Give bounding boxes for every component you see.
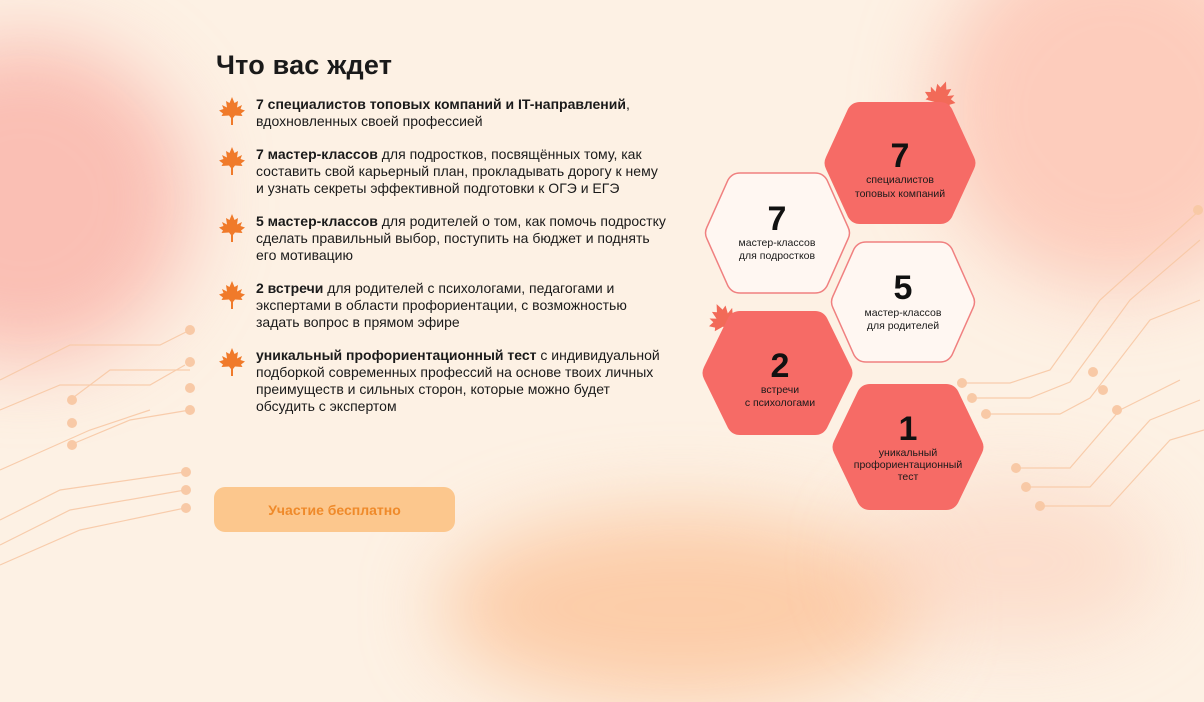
benefit-description: , вдохновленных своей профессией — [256, 96, 630, 129]
stat-label: с психологами — [744, 397, 816, 409]
stat-hexagon — [706, 173, 850, 293]
stat-label: мастер-классов — [864, 307, 942, 319]
benefit-description: для родителей с психологами, педагогами и экспертами в области профориентации, с возможностью задать вопрос в прямом эфире — [256, 280, 627, 330]
benefit-highlight: 7 специалистов топовых компаний и IT-направлений — [256, 96, 626, 112]
free-participation-button[interactable]: Участие бесплатно — [214, 487, 455, 532]
stat-number: 5 — [893, 269, 913, 307]
benefit-highlight: 5 мастер-классов — [256, 213, 378, 229]
stat-number: 1 — [898, 410, 918, 448]
stat-number: 2 — [770, 347, 790, 385]
stat-label: специалистов — [866, 174, 934, 186]
stat-label: тест — [897, 471, 919, 483]
stat-hexagon — [832, 242, 975, 362]
stat-label: профориентационный — [853, 459, 963, 471]
benefit-description: для родителей о том, как помочь подростку сделать правильный выбор, поступить на бюджет и поднять его мотивацию — [256, 213, 666, 263]
stat-label: мастер-классов — [738, 237, 816, 249]
stat-hexagon — [833, 384, 984, 510]
stat-number: 7 — [890, 137, 910, 175]
stat-label: топовых компаний — [854, 188, 946, 200]
stat-label: для родителей — [866, 320, 940, 332]
benefit-highlight: уникальный профориентационный тест — [256, 347, 537, 363]
section-title: Что вас ждет — [216, 50, 393, 80]
benefit-highlight: 2 встречи — [256, 280, 324, 296]
stat-label: уникальный — [878, 447, 938, 459]
stat-hexagon — [825, 102, 976, 224]
benefit-description: для подростков, посвящённых тому, как составить свой карьерный план, прокладывать дорогу к нему и узнать секреты эффективной подготовки к ОГЭ и ЕГЭ — [256, 146, 658, 196]
stat-hexagon — [703, 311, 853, 435]
benefit-highlight: 7 мастер-классов — [256, 146, 378, 162]
benefit-description: с индивидуальной подборкой современных профессий на основе твоих личных преимуществ и сильных сторон, которые можно будет обсудить с экспертом — [256, 347, 660, 414]
stat-number: 7 — [767, 200, 787, 238]
stat-label: для подростков — [738, 250, 816, 262]
stat-label: встречи — [760, 384, 800, 396]
